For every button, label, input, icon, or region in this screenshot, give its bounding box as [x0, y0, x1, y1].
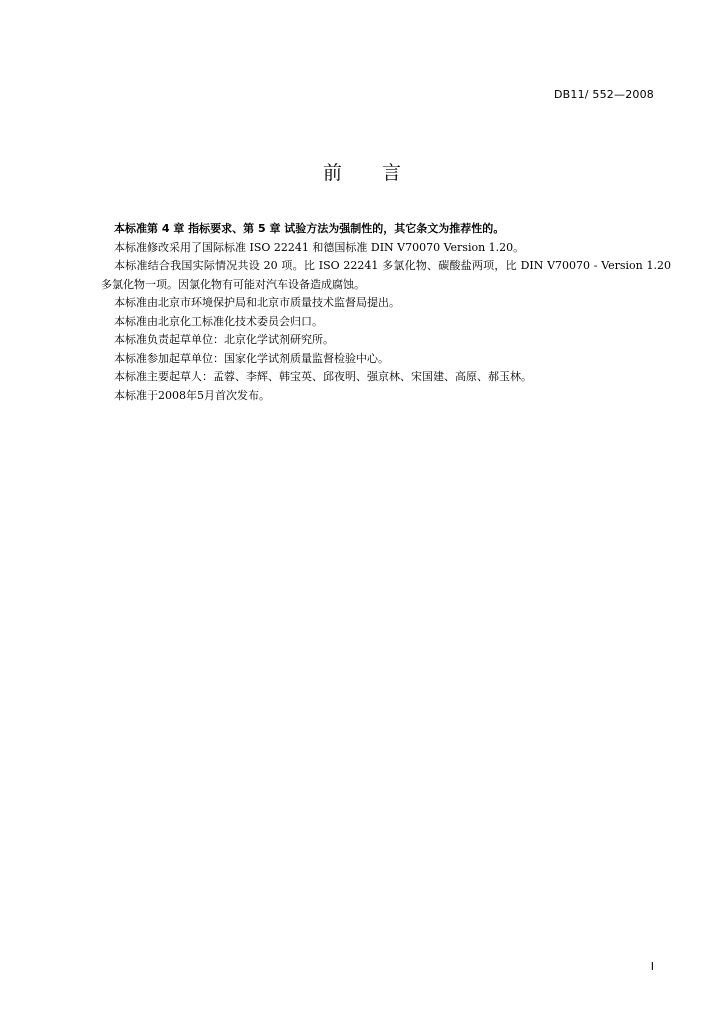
section-title — [0, 158, 724, 185]
title-char-1: 前 — [322, 162, 342, 184]
paragraph-mandatory-clauses: 本标准第 4 章 指标要求、第 5 章 试验方法为强制性的，其它条文为推荐性的。 — [114, 222, 505, 235]
paragraph-first-release: 本标准于2008年5月首次发布。 — [114, 388, 270, 402]
paragraph-main-drafters: 本标准主要起草人：孟蓉、李辉、韩宝英、邱夜明、强京林、宋国建、高原、郝玉林。 — [114, 370, 532, 383]
paragraph-lead-drafter: 本标准负责起草单位：北京化学试剂研究所。 — [114, 333, 334, 346]
paragraph-adoption: 本标准修改采用了国际标准 ISO 22241 和德国标准 DIN V70070 Version 1.20。 — [114, 240, 525, 254]
title-char-2: 言 — [382, 162, 402, 184]
paragraph-managed-by: 本标准由北京化工标准化技术委员会归口。 — [114, 314, 323, 328]
foreword-body — [101, 220, 671, 405]
document-code: DB11/ 552—2008 — [553, 88, 654, 101]
paragraph-items-comparison: 本标准结合我国实际情况共设 20 项。比 ISO 22241 多氯化物、碳酸盐两项，比 DIN V70070 - Version 1.20 多氯化物一项。因氯化物有可能对汽车设备造成腐蚀。 — [101, 259, 671, 291]
paragraph-proposed-by: 本标准由北京市环境保护局和北京市质量技术监督局提出。 — [114, 296, 400, 309]
paragraph-participating-drafter: 本标准参加起草单位：国家化学试剂质量监督检验中心。 — [114, 351, 389, 365]
page-number: I — [650, 960, 654, 973]
